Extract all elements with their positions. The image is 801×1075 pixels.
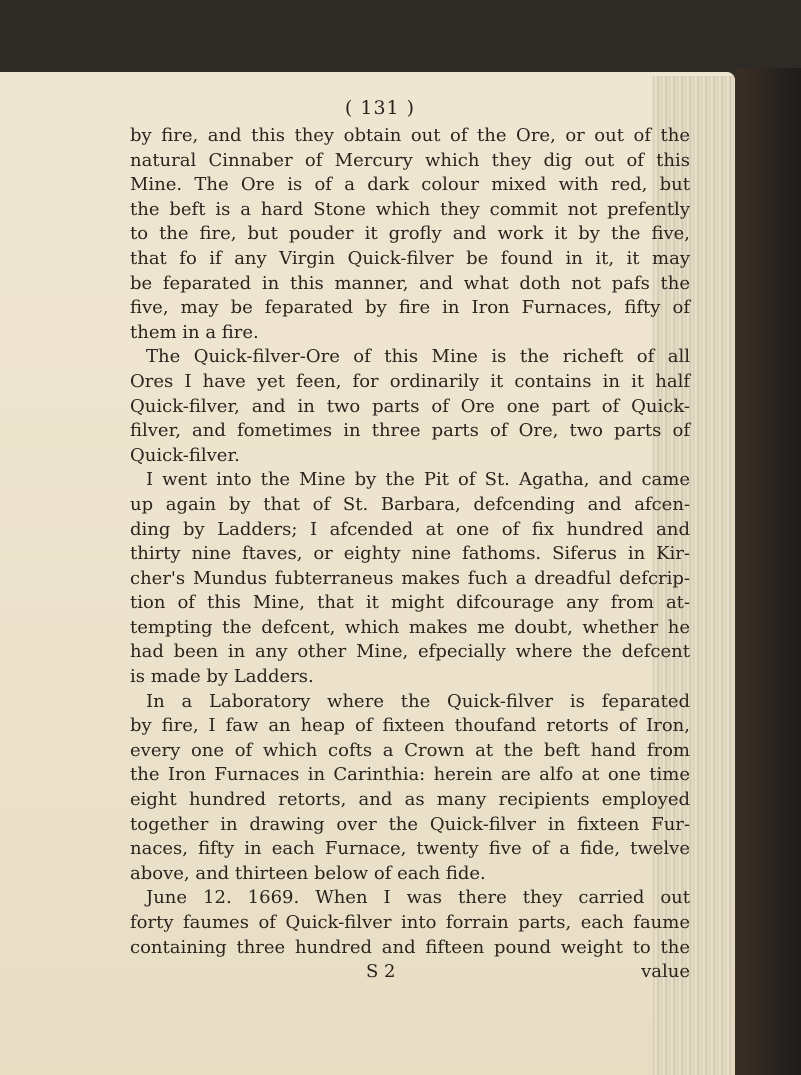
text-line: by fire, I faw an heap of fixteen thoufand retorts of Iron, [130, 715, 690, 737]
text-line: had been in any other Mine, efpecially where the defcent [130, 641, 690, 663]
body-text [130, 124, 690, 960]
text-line: every one of which cofts a Crown at the beft hand from [130, 739, 690, 761]
text-line: up again by that of St. Barbara, defcending and afcen- [130, 493, 690, 515]
text-line: the beft is a hard Stone which they commit not prefently [130, 198, 690, 220]
text-line: that fo if any Virgin Quick-filver be found in it, it may [130, 247, 690, 269]
text-line: five, may be feparated by fire in Iron Furnaces, fifty of [130, 297, 690, 319]
text-line: Quick-filver. [130, 444, 240, 466]
text-line: Mine. The Ore is of a dark colour mixed with red, but [130, 174, 690, 196]
text-line: tion of this Mine, that it might difcourage any from at- [130, 592, 690, 614]
text-line: cher's Mundus fubterraneus makes fuch a dreadful defcrip- [130, 567, 690, 589]
text-line: naces, fifty in each Furnace, twenty five of a fide, twelve [130, 838, 690, 860]
text-line: ding by Ladders; I afcended at one of fix hundred and [130, 518, 690, 540]
text-line: In a Laboratory where the Quick-filver is feparated [146, 690, 690, 712]
text-line: natural Cinnaber of Mercury which they dig out of this [130, 149, 690, 171]
page-footer [130, 960, 690, 984]
text-line: eight hundred retorts, and as many recipients employed [130, 789, 690, 811]
text-line: I went into the Mine by the Pit of St. Agatha, and came [146, 469, 690, 491]
book-cover-edge [735, 68, 801, 1075]
text-line: to the fire, but pouder it grofly and work it by the five, [130, 223, 690, 245]
text-line: June 12. 1669. When I was there they carried out [146, 887, 690, 909]
text-line: be feparated in this manner, and what doth not pafs the [130, 272, 690, 294]
text-line: them in a fire. [130, 321, 259, 343]
catchword: value [641, 961, 690, 983]
text-line: containing three hundred and fifteen pound weight to the [130, 936, 690, 958]
text-line: forty faumes of Quick-filver into forrain parts, each faume [130, 912, 690, 933]
page-number: ( 131 ) [344, 97, 416, 119]
text-line: thirty nine ftaves, or eighty nine fathoms. Siferus in Kir- [130, 543, 690, 565]
text-line: The Quick-filver-Ore of this Mine is the richeft of all [146, 346, 690, 368]
text-line: the Iron Furnaces in Carinthia: herein are alfo at one time [130, 764, 690, 786]
text-line: filver, and fometimes in three parts of Ore, two parts of [130, 420, 690, 442]
text-line: above, and thirteen below of each fide. [130, 862, 486, 884]
text-line: by fire, and this they obtain out of the Ore, or out of the [130, 125, 690, 146]
text-line: Quick-filver, and in two parts of Ore one part of Quick- [130, 395, 690, 417]
signature-mark: S 2 [366, 961, 396, 983]
text-line: together in drawing over the Quick-filver in fixteen Fur- [130, 813, 690, 835]
text-line: is made by Ladders. [130, 666, 314, 688]
text-line: Ores I have yet feen, for ordinarily it contains in it half [130, 370, 690, 392]
text-line: tempting the defcent, which makes me doubt, whether he [130, 616, 690, 638]
text-block [130, 96, 690, 984]
